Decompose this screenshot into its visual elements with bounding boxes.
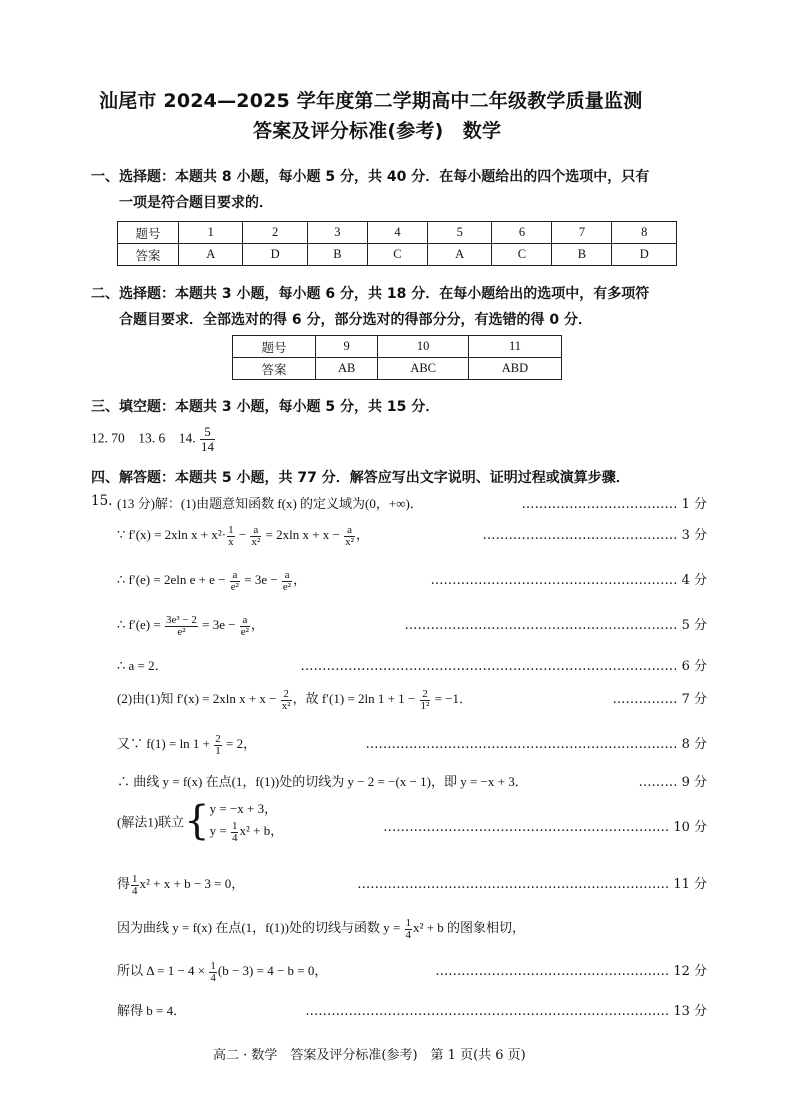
table-cell: 2 [243, 222, 307, 244]
fraction [405, 918, 413, 941]
fraction [344, 525, 355, 548]
solution-line [117, 873, 707, 895]
expr-part: y = [209, 823, 230, 838]
solution-expression [117, 688, 472, 712]
denominator: e² [282, 580, 292, 593]
expr-part: ∴ f′(e) = 2eln e + e − [117, 572, 229, 587]
table-row [233, 358, 562, 380]
table-cell: D [612, 244, 677, 266]
fraction [227, 525, 235, 548]
table-cell: 6 [492, 222, 552, 244]
fraction [214, 734, 222, 757]
solution-expression [117, 733, 256, 757]
score-mark: ………………………………………………………………………… 13 分 [305, 1004, 707, 1019]
score-mark: ………………………………………………… 4 分 [430, 573, 707, 588]
expr-part: ， [355, 527, 369, 542]
denominator: 1 [215, 744, 221, 757]
score-mark: …………………………………………………………………………… 6 分 [300, 659, 707, 674]
table-cell: A [179, 244, 243, 266]
part2-answer-table [232, 335, 562, 380]
part3-heading: 三、填空题：本题共 3 小题，每小题 5 分，共 15 分． [91, 399, 440, 415]
expr-part: 因为曲线 y = f(x) 在点(1，f(1))处的切线与函数 y = [117, 920, 404, 935]
fraction [131, 874, 139, 897]
table-cell: 5 [427, 222, 491, 244]
expr-part: = 2， [222, 736, 257, 751]
solution-text: ∴ 曲线 y = f(x) 在点(1，f(1))处的切线为 y − 2 = −(x − 1)，即 y = −x + 3． [117, 774, 528, 789]
fraction [231, 821, 239, 844]
table-cell: 11 [468, 336, 561, 358]
solution-line [117, 493, 707, 515]
denominator: e² [240, 625, 249, 638]
table-row [118, 244, 677, 266]
numerator: a [282, 570, 292, 582]
expr-part: (2)由(1)知 f′(x) = 2xln x + x − [117, 691, 280, 706]
expr-part: x² + b， [239, 823, 284, 838]
solution-line [117, 655, 707, 677]
equation-system [117, 798, 283, 844]
fraction [282, 570, 292, 593]
table-row [233, 336, 562, 358]
q14-numerator: 5 [200, 425, 215, 440]
numerator: 1 [405, 916, 412, 929]
table-row [118, 222, 677, 244]
part1-heading-line1: 一、选择题：本题共 8 小题，每小题 5 分，共 40 分．在每小题给出的四个选项中，只有 [91, 169, 650, 185]
part3-answers [91, 425, 216, 454]
solution-line [117, 524, 707, 546]
fraction [281, 689, 292, 712]
score-mark: ………………………………………………………… 10 分 [383, 820, 707, 835]
table-cell: 8 [612, 222, 677, 244]
solution-line [117, 960, 707, 982]
q15-label: 15. [91, 493, 113, 509]
table-cell: B [552, 244, 612, 266]
score-mark: ……………………………………………… 12 分 [435, 964, 707, 979]
solution-expression [117, 917, 525, 941]
solution-line [117, 917, 707, 939]
table-row-label: 答案 [233, 358, 316, 380]
numerator: a [344, 525, 355, 537]
table-cell: 9 [316, 336, 378, 358]
score-mark: ……………………………………… 3 分 [482, 528, 707, 543]
numerator: 1 [132, 872, 138, 885]
table-cell: 1 [179, 222, 243, 244]
expr-part: = 3e − [240, 572, 281, 587]
numerator: 1 [210, 959, 216, 972]
fraction [240, 615, 250, 638]
table-row-label: 题号 [118, 222, 179, 244]
numerator: 2 [215, 732, 221, 745]
numerator: 2 [281, 689, 292, 701]
page-title: 汕尾市 2024—2025 学年度第二学期高中二年级教学质量监测 [99, 90, 643, 112]
part1-answer-table [117, 221, 677, 266]
expr-part: 又∵ f(1) = ln 1 + [117, 736, 214, 751]
expr-part: ∴ f′(e) = [117, 617, 164, 632]
fraction [165, 615, 198, 638]
score-mark: ……………………………………………………………… 8 分 [365, 737, 707, 752]
numerator: 3e³ − 2 [165, 613, 197, 626]
score-mark: ……………………………………………………… 5 分 [404, 618, 707, 633]
expr-part: ，故 f′(1) = 2ln 1 + 1 − [292, 691, 419, 706]
q14-denominator: 14 [201, 439, 214, 454]
part4-heading: 四、解答题：本题共 5 小题，共 77 分．解答应写出文字说明、证明过程或演算步骤． [91, 470, 630, 486]
numerator: a [240, 615, 250, 627]
solution-text: 解得 b = 4． [117, 1003, 187, 1018]
denominator: x [228, 535, 234, 548]
denominator: x² [345, 535, 354, 548]
solution-expression [117, 524, 369, 548]
page-subtitle: 答案及评分标准(参考) 数学 [253, 120, 502, 142]
solution-line [117, 1000, 707, 1022]
expr-part: 得 [117, 876, 131, 891]
page-footer: 高二 · 数学 答案及评分标准(参考) 第 1 页(共 6 页) [213, 1048, 526, 1063]
expr-part: x² + b 的图象相切， [413, 920, 526, 935]
solution-line [117, 798, 707, 856]
expr-part: x² + x + b − 3 = 0， [139, 876, 245, 891]
table-cell: D [243, 244, 307, 266]
system-line-1: y = −x + 3， [209, 801, 278, 816]
fraction [230, 570, 240, 593]
table-row-label: 题号 [233, 336, 316, 358]
table-cell: 7 [552, 222, 612, 244]
table-cell: 4 [367, 222, 427, 244]
numerator: 1 [231, 819, 238, 832]
denominator: e² [230, 580, 239, 593]
part2-heading-line1: 二、选择题：本题共 3 小题，每小题 6 分，共 18 分．在每小题给出的选项中，有多项符 [91, 286, 650, 302]
denominator: x² [281, 699, 291, 712]
system-line-2 [210, 820, 284, 844]
numerator: a [250, 525, 261, 537]
solution-line [117, 569, 707, 591]
denominator: 4 [405, 928, 412, 941]
table-cell: AB [316, 358, 378, 380]
expr-part: − [235, 527, 250, 542]
denominator: 1² [420, 699, 430, 712]
score-mark: ……… 9 分 [638, 775, 707, 790]
system-lines [210, 798, 284, 844]
denominator: 4 [210, 971, 216, 984]
expr-part: ∵ f′(x) = 2xln x + x²· [117, 527, 227, 542]
table-cell: C [367, 244, 427, 266]
solution-line [117, 688, 707, 710]
denominator: x² [251, 535, 261, 548]
numerator: a [230, 570, 240, 582]
part1-heading-line2: 一项是符合题目要求的． [119, 195, 273, 211]
expr-part: ， [293, 572, 307, 587]
table-cell: B [307, 244, 367, 266]
part2-heading-line2: 合题目要求．全部选对的得 6 分，部分选对的得部分分，有选错的得 0 分． [119, 312, 592, 328]
solution-expression [117, 960, 327, 984]
q14-fraction [200, 425, 215, 454]
numerator: 2 [420, 689, 431, 701]
solution-text: ∴ a = 2． [117, 658, 168, 673]
denominator: 4 [231, 831, 238, 844]
numerator: 1 [228, 523, 234, 536]
expr-part: = 2xln x + x − [262, 527, 344, 542]
solution-line [117, 771, 707, 793]
score-mark: …………… 7 分 [612, 692, 707, 707]
expr-part: = 3e − [198, 617, 239, 632]
score-mark: ……………………………… 1 分 [521, 497, 707, 512]
solution-text: (13 分)解：(1)由题意知函数 f(x) 的定义域为(0，+∞)． [117, 496, 423, 511]
part3-answer-text: 12. 70 13. 6 14. [91, 430, 196, 446]
solution-expression [117, 569, 306, 593]
table-cell: 3 [307, 222, 367, 244]
brace-symbol: { [184, 797, 210, 844]
table-cell: C [492, 244, 552, 266]
table-row-label: 答案 [118, 244, 179, 266]
expr-part: (b − 3) = 4 − b = 0， [217, 963, 328, 978]
solution-expression [117, 614, 264, 638]
denominator: e² [177, 625, 186, 638]
table-cell: ABC [378, 358, 469, 380]
score-mark: ……………………………………………………………… 11 分 [357, 877, 707, 892]
table-cell: 10 [378, 336, 469, 358]
table-cell: ABD [468, 358, 561, 380]
fraction [250, 525, 261, 548]
expr-part: 所以 Δ = 1 − 4 × [117, 963, 209, 978]
expr-part: ， [250, 617, 264, 632]
expr-part: (解法1)联立 [117, 814, 185, 830]
fraction [420, 689, 431, 712]
solution-line [117, 614, 707, 636]
solution-expression [117, 873, 244, 897]
expr-part: = −1． [431, 691, 473, 706]
denominator: 4 [132, 884, 138, 897]
fraction [209, 961, 217, 984]
table-cell: A [427, 244, 491, 266]
solution-line [117, 733, 707, 755]
